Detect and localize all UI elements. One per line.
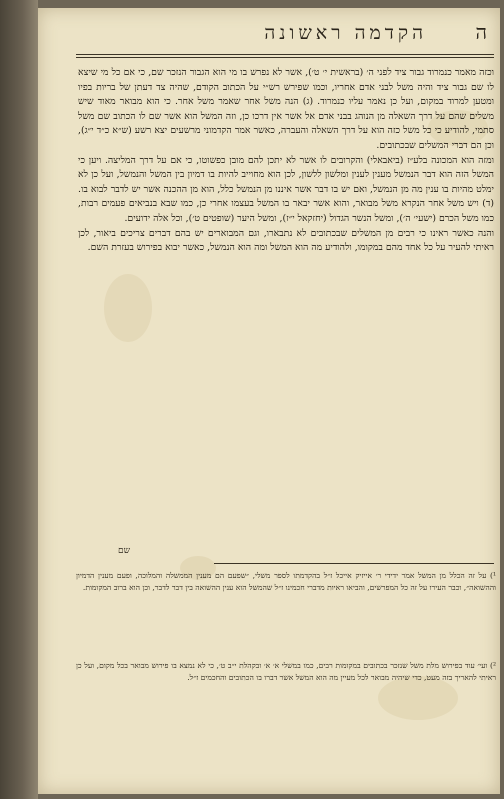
footnote-text: ¹) על זה הכלל מן המשל אמר ידידי ר׳ אייזיק אייכל ז״ל בהקדמתו לספר משלי, ״שפעם הם מענין הממשלה והמלוכה, ופעם מענין הדמיון וההשואה״, וכבר העירו על זה כל המפרשים, והביאו ראיות מדברי חכמינו ז״ל שהמשל הוא ענין ההשואה בין דבר לדבר, וכן הוא ברוב המקומות. [76, 571, 496, 592]
footnote-1 [76, 570, 496, 654]
header-rule-thin [76, 57, 494, 58]
footnote-rule [214, 563, 494, 564]
page-number: ה [475, 20, 487, 44]
body-paragraph: וכזה מאמר כנמרוד גבור ציד לפני ה׳ (בראשית י׳ ט׳), אשר לא נפרש בו מי הוא הגבור הנזכר שם, כי אם כל מי שיצא לו שם גבור ציד והיה משל לבני אדם אחריו, וכמו שפירש רש״י על הכתוב הקודם, שהיה צד דעתן של בריות בפיו ומטען למרוד במקום, ועל כן נאמר עליו כנמרוד. (ג) הנה משל אחר שאמר משל אחר. כי הוא מבואר מאוד שיש משלים שהם על דרך השאלה מן הנוהג בבני אדם אל אשר אין דרכו כן, וזה המשל הוא אשר שם לו הכתוב שם משל סתמי, להודיע כי כל משל כזה הוא על דרך השאלה והעברה, כאשר אמר הקדמוני מרשעים יצא רשע (ש״א כ״ד י״ג), וכן הם דברי המשלים שבכתובים. [78, 67, 494, 151]
body-paragraph: והנה כאשר ראינו כי רבים מן המשלים שבכתובים לא נתבארו, וגם המבוארים יש בהם דברים צריכים ביאור, לכן ראיתי להעיר על כל אחד מהם במקומו, ולהודיע מה הוא המשל ומה הוא הנמשל, כאשר יבוא בפירוש בעזרת השם. [78, 227, 494, 254]
main-text [78, 66, 494, 556]
page-title: הקדמה ראשונה [264, 22, 427, 44]
catchword: שם [118, 546, 130, 556]
footnote-text: ²) ועי׳ עוד בפירוש מלת משל שנזכר בכתובים במקומות רבים, כמו במשלי א׳ א׳ ובקהלת י״ב ט׳, כי לא נמצא בו פירוש מבואר בכל מקום, ועל כן ראיתי להאריך בזה מעט, כדי שיהיה מבואר לכל מעיין מה הוא המשל אשר דברו בו הכתובים והחכמים ז״ל. [76, 661, 496, 682]
body-paragraph: ומזה הוא המכונה בלע״ז (ביאבאלי) והקרובים לו אשר לא יתכן להם מובן כפשוטו, כי אם על דרך המליצה. ויען כי המשל הזה הוא דבר הנמשל מענין לענין ומלשון ללשון, לכן הוא מחוייב להיות בו דמיון בין המשל והנמשל, ועל כן לא ימלט מהיות בו ענין מה מן הנמשל, ואם יש בו דבר אשר איננו מן הנמשל כלל, הוא מן ההכנה אשר יש לדבר לבוא בו. (ד) ויש משל אחר הנקרא משל מבואר, והוא אשר יבאר בו המשל בעצמו אחרי כן, כמו שבא בנביאים פעמים רבות, כמו משל הכרם (ישעי׳ ה׳), ומשל הנשר הגדול (יחזקאל י״ז), ומשל היער (שופטים ט׳), וכל אלה ידועים. [78, 154, 494, 224]
running-header [72, 12, 497, 52]
footnote-2 [76, 660, 496, 744]
header-rule [76, 54, 494, 55]
book-gutter [0, 0, 38, 799]
